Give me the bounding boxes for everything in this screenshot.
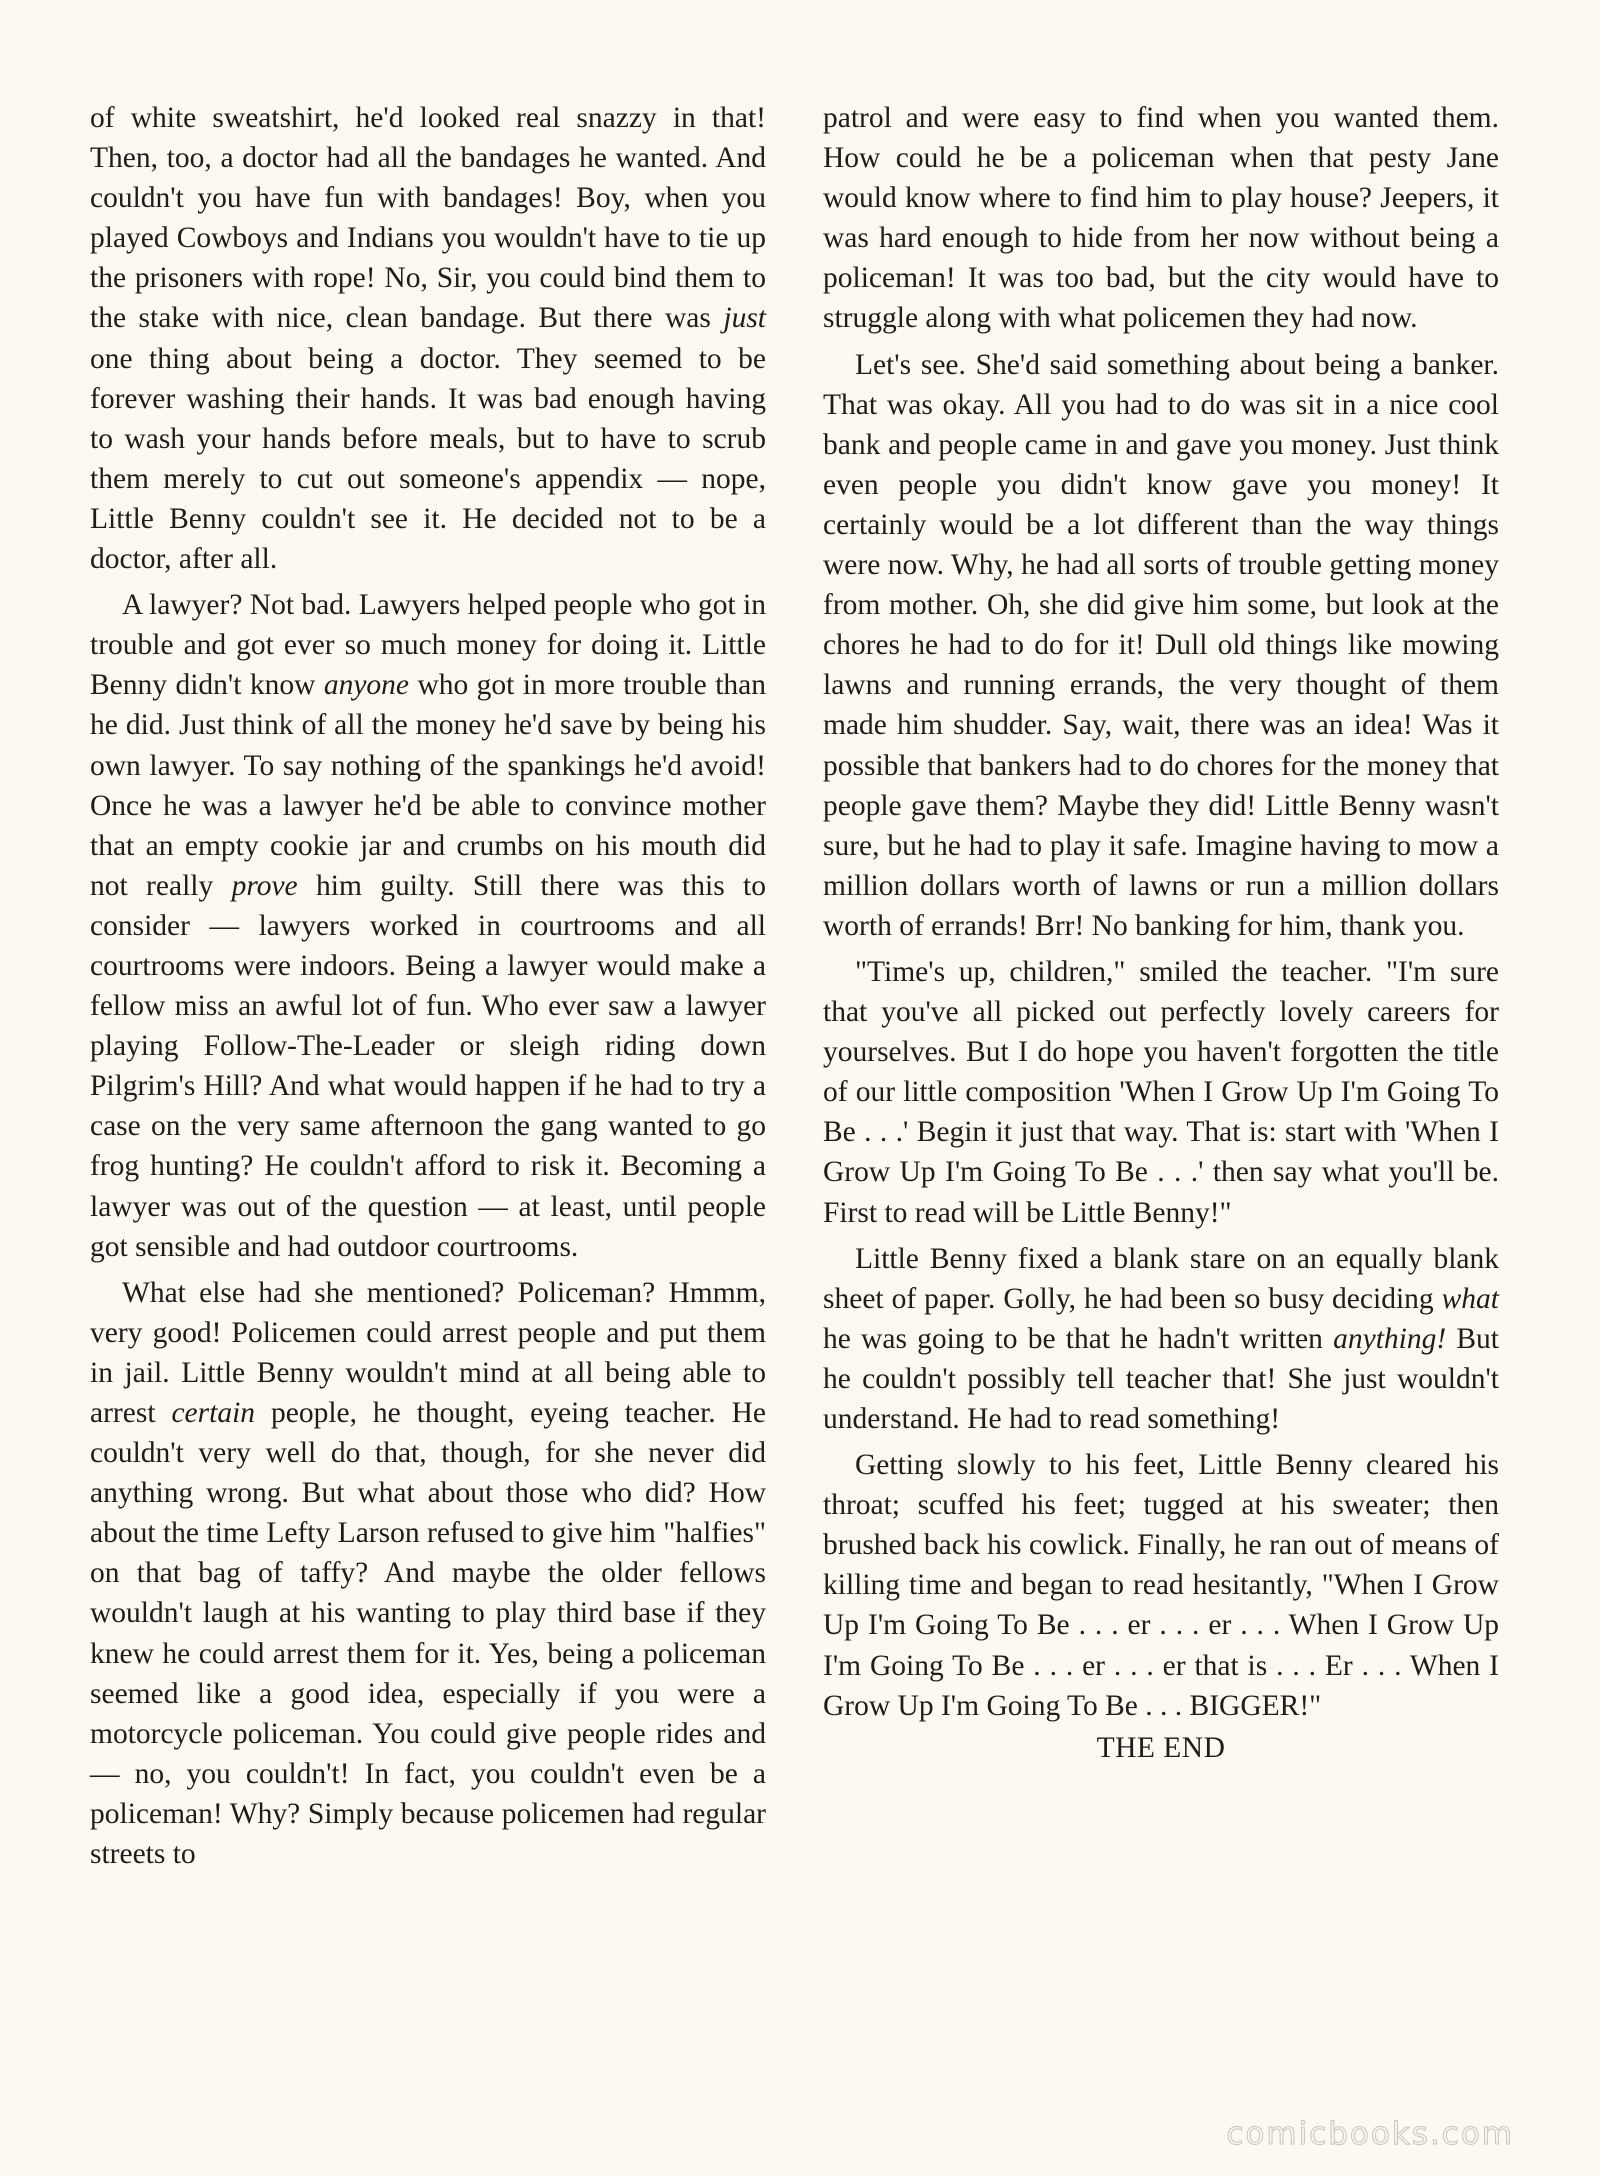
paragraph-text: Little Benny fixed a blank stare on an equally blank sheet of paper. Golly, he had been so busy deciding — [823, 1242, 1499, 1315]
story-paragraph — [823, 1239, 1499, 1439]
paragraph-text: "Time's up, children," smiled the teacher. "I'm sure that you've all picked out perfectly lovely careers for yourselves. But I do hope you haven't forgotten the title of our little composition 'When I Grow Up I'm Going To Be . . .' Begin it just that way. That is: start with 'When I Grow Up I'm Going To Be . . .' then say what you'll be. First to read will be Little Benny!" — [823, 955, 1499, 1229]
the-end-label: THE END — [1096, 1731, 1226, 1764]
paragraph-text: Let's see. She'd said something about being a banker. That was okay. All you had to do was sit in a nice cool bank and people came in and gave you money. Just think even people you didn't know gave you money! It certainly would be a lot different than the way things were now. Why, he had all sorts of trouble getting money from mother. Oh, she did give him some, but look at the chores he had to do for it! Dull old things like mowing lawns and running errands, the very thought of them made him shudder. Say, wait, there was an idea! Was it possible that bankers had to do chores for the money that people gave them? Maybe they did! Little Benny wasn't sure, but he had to play it safe. Imagine having to mow a million dollars worth of lawns or run a million dollars worth of errands! Brr! No banking for him, thank you. — [823, 348, 1499, 942]
emphasized-text: prove — [231, 869, 298, 902]
story-paragraph — [823, 952, 1499, 1233]
story-paragraph — [90, 1273, 766, 1874]
story-paragraph — [823, 98, 1499, 339]
right-paragraphs — [823, 98, 1499, 1726]
right-text-column — [823, 98, 1499, 1797]
story-paragraph — [90, 98, 766, 579]
story-paragraph — [823, 1445, 1499, 1726]
paragraph-text: he was going to be that he hadn't written — [823, 1322, 1334, 1355]
emphasized-text: anyone — [323, 669, 410, 702]
paragraph-text: one thing about being a doctor. They seemed to be forever washing their hands. It was bad enough having to wash your hands before meals, but to have to scrub them merely to cut out someone's appendix — nope, Little Benny couldn't see it. He decided not to be a doctor, after all. — [90, 342, 766, 576]
emphasized-text: what — [1441, 1282, 1499, 1315]
paragraph-text: But he couldn't possibly tell teacher that! She just wouldn't understand. He had to read something! — [823, 1322, 1500, 1435]
left-text-column — [90, 98, 766, 1874]
paragraph-text: What else had she mentioned? Policeman? Hmmm, very good! Policemen could arrest people and put them in jail. Little Benny wouldn't mind at all being able to arrest — [90, 1276, 766, 1429]
paragraph-text: patrol and were easy to find when you wanted them. How could he be a policeman when that pesty Jane would know where to find him to play house? Jeepers, it was hard enough to hide from her now without being a policeman! It was too bad, but the city would have to struggle along with what policemen they had now. — [823, 102, 1499, 335]
story-paragraph — [823, 345, 1499, 946]
paragraph-text: A lawyer? Not bad. Lawyers helped people who got in trouble and got ever so much money for doing it. Little Benny didn't know — [90, 589, 766, 702]
emphasized-text: anything! — [1333, 1322, 1447, 1355]
paragraph-text: people, he thought, eyeing teacher. He couldn't very well do that, though, for she never did anything wrong. But what about those who did? How about the time Lefty Larson refused to give him "halfies" on that bag of taffy? And maybe the older fellows wouldn't laugh at his wanting to play third base if they knew he could arrest them for it. Yes, being a policeman seemed like a good idea, especially if you were a motorcycle policeman. You could give people rides and — no, you couldn't! In fact, you couldn't even be a policeman! Why? Simply because policemen had regular streets to — [90, 1397, 767, 1871]
paragraph-text: who got in more trouble than he did. Just think of all the money he'd save by being his own lawyer. To say nothing of the spankings he'd avoid! Once he was a lawyer he'd be able to convince mother that an empty cookie jar and crumbs on his mouth did not really — [90, 669, 766, 902]
paragraph-text: of white sweatshirt, he'd looked real snazzy in that! Then, too, a doctor had all the bandages he wanted. And couldn't you have fun with bandages! Boy, when you played Cowboys and Indians you wouldn't have to tie up the prisoners with rope! No, Sir, you could bind them to the stake with nice, clean bandage. But there was — [90, 102, 766, 335]
story-paragraph — [90, 585, 766, 1267]
emphasized-text: certain — [171, 1397, 256, 1429]
emphasized-text: just — [723, 302, 766, 335]
paragraph-text: Getting slowly to his feet, Little Benny cleared his throat; scuffed his feet; tugged at his sweater; then brushed back his cowlick. Finally, he ran out of means of killing time and began to read hesitantly, "When I Grow Up I'm Going To Be . . . er . . . er . . . When I Grow Up I'm Going To Be . . . er . . . er that is . . . Er . . . When I Grow Up I'm Going To Be . . . BIGGER!" — [823, 1449, 1499, 1722]
paragraph-text: him guilty. Still there was this to consider — lawyers worked in courtrooms and all courtrooms were indoors. Being a lawyer would make a fellow miss an awful lot of fun. Who ever saw a lawyer playing Follow-The-Leader or sleigh riding down Pilgrim's Hill? And what would happen if he had to try a case on the very same afternoon the gang wanted to go frog hunting? He couldn't afford to risk it. Becoming a lawyer was out of the question — at least, until people got sensible and had outdoor courtrooms. — [90, 869, 766, 1263]
site-watermark: comicbooks.com — [1226, 2116, 1514, 2152]
